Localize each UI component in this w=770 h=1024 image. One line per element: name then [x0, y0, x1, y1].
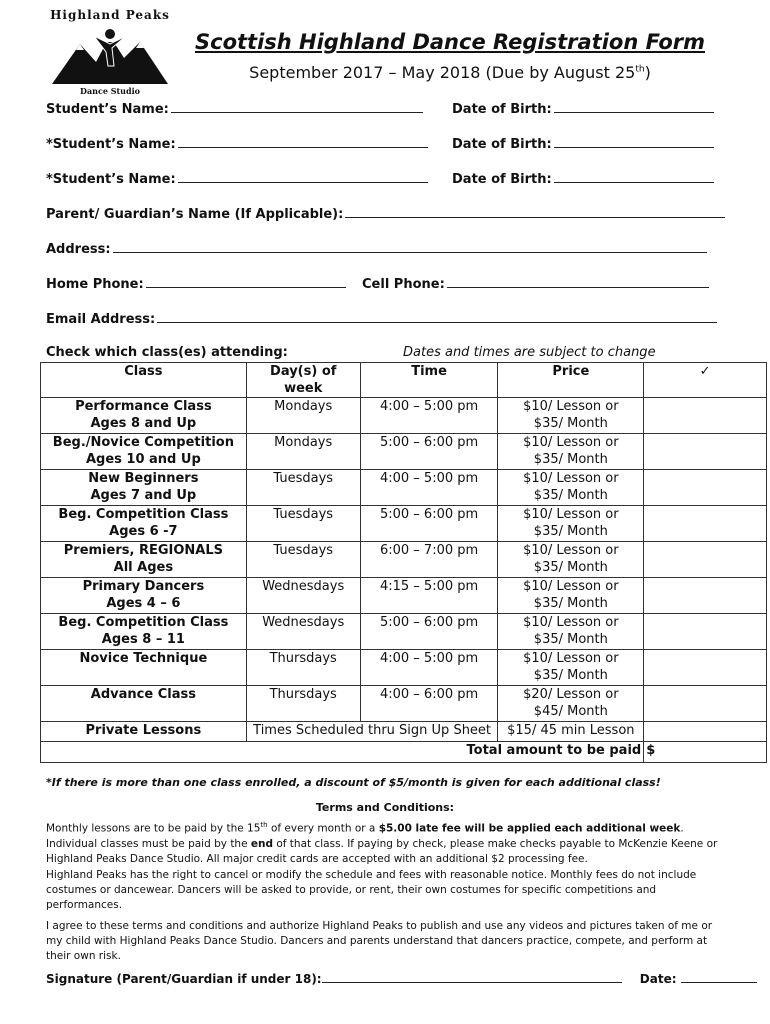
price-lesson: $10/ Lesson or	[523, 543, 619, 558]
signature-date-label: Date:	[639, 972, 677, 986]
student-name-label: Student’s Name:	[46, 102, 169, 117]
class-age-range: Ages 7 and Up	[90, 488, 197, 503]
dob-label: Date of Birth:	[452, 102, 552, 117]
subtitle-text: September 2017 – May 2018 (Due by August 25	[249, 63, 636, 82]
schedule-note: Dates and times are subject to change	[403, 345, 656, 360]
class-name	[41, 542, 247, 578]
table-row	[41, 470, 767, 506]
terms-text: . Individual classes must be paid by the	[46, 822, 684, 850]
class-day: Thursdays	[246, 650, 360, 686]
dancer-mountains-icon	[50, 22, 170, 86]
logo-top-text: Highland Peaks	[50, 8, 170, 22]
student-name-field-2[interactable]	[46, 135, 428, 152]
student-name-label: *Student’s Name:	[46, 137, 176, 152]
class-age-range: Ages 10 and Up	[85, 452, 201, 467]
dob-field-1[interactable]	[452, 100, 714, 117]
terms-paragraph-1	[46, 818, 722, 867]
class-price	[498, 506, 644, 542]
price-lesson: $10/ Lesson or	[523, 615, 619, 630]
class-table	[40, 362, 767, 763]
student-name-line[interactable]	[171, 100, 423, 113]
home-phone-line[interactable]	[146, 275, 346, 288]
class-day: Tuesdays	[246, 470, 360, 506]
class-price	[498, 470, 644, 506]
price-month: $35/ Month	[533, 668, 608, 683]
class-name	[41, 470, 247, 506]
class-day: Mondays	[246, 434, 360, 470]
late-fee-text: $5.00 late fee will be applied each additional week	[378, 822, 681, 835]
table-row	[41, 434, 767, 470]
class-name	[41, 434, 247, 470]
table-row	[41, 614, 767, 650]
class-name-line-1: Performance Class	[75, 399, 212, 414]
cell-phone-line[interactable]	[447, 275, 709, 288]
table-row	[41, 722, 767, 742]
total-row	[41, 742, 767, 763]
table-row	[41, 650, 767, 686]
form-title: Scottish Highland Dance Registration Form	[195, 30, 705, 54]
email-label: Email Address:	[46, 312, 156, 327]
studio-logo	[50, 8, 170, 100]
signature-line[interactable]	[322, 971, 622, 983]
price-lesson: $10/ Lesson or	[523, 579, 619, 594]
class-time: 4:00 – 5:00 pm	[360, 650, 498, 686]
student-name-label: *Student’s Name:	[46, 172, 176, 187]
class-price	[498, 578, 644, 614]
class-price: $15/ 45 min Lesson	[498, 722, 644, 742]
class-day: Tuesdays	[246, 542, 360, 578]
price-month: $45/ Month	[533, 704, 608, 719]
class-check-box[interactable]	[644, 542, 767, 578]
class-name	[41, 506, 247, 542]
class-time: 5:00 – 6:00 pm	[360, 434, 498, 470]
price-month: $35/ Month	[533, 416, 608, 431]
header-day: Day(s) of week	[246, 363, 360, 398]
price-month: $35/ Month	[533, 488, 608, 503]
guardian-name-line[interactable]	[345, 205, 725, 218]
class-age-range: All Ages	[113, 560, 174, 575]
class-age-range: Ages 4 – 6	[106, 596, 181, 611]
address-field[interactable]	[46, 240, 707, 257]
terms-text: Monthly lessons are to be paid by the 15	[46, 822, 261, 835]
subtitle-sup: th	[635, 64, 645, 75]
class-age-range: Ages 8 – 11	[101, 632, 185, 647]
class-price	[498, 614, 644, 650]
email-field[interactable]	[46, 310, 717, 327]
class-check-box[interactable]	[644, 470, 767, 506]
cell-phone-label: Cell Phone:	[362, 277, 445, 292]
price-lesson: $20/ Lesson or	[523, 687, 619, 702]
terms-title: Terms and Conditions:	[315, 801, 455, 814]
table-row	[41, 686, 767, 722]
class-check-box[interactable]	[644, 650, 767, 686]
form-subtitle	[190, 63, 710, 82]
student-name-line[interactable]	[178, 170, 428, 183]
header-class: Class	[41, 363, 247, 398]
price-month: $35/ Month	[533, 524, 608, 539]
class-day: Mondays	[246, 398, 360, 434]
dob-label: Date of Birth:	[452, 137, 552, 152]
total-amount-field[interactable]: $	[644, 742, 767, 763]
signature-date-line[interactable]	[681, 971, 757, 983]
table-row	[41, 398, 767, 434]
student-name-field-3[interactable]	[46, 170, 428, 187]
class-name-line-1: Beg./Novice Competition	[52, 435, 234, 450]
cell-phone-field[interactable]	[362, 275, 709, 292]
table-row	[41, 542, 767, 578]
class-name: Private Lessons	[41, 722, 247, 742]
class-price	[498, 398, 644, 434]
header-time: Time	[360, 363, 498, 398]
terms-paragraph-2: Highland Peaks has the right to cancel or modify the schedule and fees with reasonable notice. Monthly fees do not include costumes or dancewear. Dancers will be asked to provide, or rent, their own costumes for specific competitions and performances.	[46, 869, 697, 911]
terms-text: of that class. If paying by check, please make checks payable to McKenzie Keene or Highland Peaks Dance Studio. All major credit cards are accepted with an additional $2 processing fee.	[46, 837, 718, 865]
student-name-field-1[interactable]	[46, 100, 423, 117]
class-name	[41, 578, 247, 614]
class-name-line-1: Beg. Competition Class	[58, 507, 229, 522]
class-price	[498, 650, 644, 686]
address-line[interactable]	[113, 240, 707, 253]
dob-line[interactable]	[554, 135, 714, 148]
logo-bottom-text: Dance Studio	[80, 86, 140, 96]
terms-sup: th	[260, 821, 268, 829]
home-phone-label: Home Phone:	[46, 277, 144, 292]
class-name	[41, 650, 247, 686]
end-text: end	[250, 837, 274, 850]
class-time: 4:00 – 6:00 pm	[360, 686, 498, 722]
header-checkmark: ✓	[644, 363, 767, 398]
table-row	[41, 578, 767, 614]
price-lesson: $10/ Lesson or	[523, 435, 619, 450]
class-check-box[interactable]	[644, 506, 767, 542]
class-day: Thursdays	[246, 686, 360, 722]
class-time: 4:00 – 5:00 pm	[360, 398, 498, 434]
dob-line[interactable]	[554, 170, 714, 183]
address-label: Address:	[46, 242, 111, 257]
signature-field[interactable]	[46, 971, 757, 986]
class-name-line-1: New Beginners	[88, 471, 199, 486]
price-lesson: $10/ Lesson or	[523, 471, 619, 486]
home-phone-field[interactable]	[46, 275, 346, 292]
price-month: $35/ Month	[533, 632, 608, 647]
class-time: 5:00 – 6:00 pm	[360, 506, 498, 542]
terms-text: of every month or a	[267, 822, 379, 835]
class-time: 4:00 – 5:00 pm	[360, 470, 498, 506]
email-line[interactable]	[157, 310, 717, 323]
class-day: Wednesdays	[246, 614, 360, 650]
dob-field-3[interactable]	[452, 170, 714, 187]
class-name-line-1: Beg. Competition Class	[58, 615, 229, 630]
total-label: Total amount to be paid	[41, 742, 644, 763]
table-row	[41, 506, 767, 542]
class-name-line-1: Advance Class	[90, 687, 196, 702]
class-day: Wednesdays	[246, 578, 360, 614]
class-check-box[interactable]	[644, 578, 767, 614]
price-lesson: $10/ Lesson or	[523, 507, 619, 522]
student-name-line[interactable]	[178, 135, 428, 148]
price-month: $35/ Month	[533, 452, 608, 467]
class-name	[41, 398, 247, 434]
class-section-label: Check which class(es) attending:	[46, 345, 288, 360]
dob-label: Date of Birth:	[452, 172, 552, 187]
class-check-box[interactable]	[644, 614, 767, 650]
guardian-name-label: Parent/ Guardian’s Name (If Applicable):	[46, 207, 344, 222]
class-check-box[interactable]	[644, 686, 767, 722]
class-price	[498, 434, 644, 470]
price-month: $35/ Month	[533, 560, 608, 575]
class-name-line-1: Premiers, REGIONALS	[63, 543, 223, 558]
class-check-box[interactable]	[644, 434, 767, 470]
table-header-row	[41, 363, 767, 398]
signature-label: Signature (Parent/Guardian if under 18):	[46, 972, 322, 986]
discount-note: *If there is more than one class enrolled, a discount of $5/month is given for each additional class!	[46, 776, 661, 789]
class-name	[41, 614, 247, 650]
header-price: Price	[498, 363, 644, 398]
class-name	[41, 686, 247, 722]
class-time: 4:15 – 5:00 pm	[360, 578, 498, 614]
class-name-line-1: Novice Technique	[79, 651, 208, 666]
dob-line[interactable]	[554, 100, 714, 113]
class-age-range: Ages 8 and Up	[90, 416, 197, 431]
price-month: $35/ Month	[533, 596, 608, 611]
price-lesson: $10/ Lesson or	[523, 651, 619, 666]
class-day: Tuesdays	[246, 506, 360, 542]
class-check-box[interactable]	[644, 722, 767, 742]
class-time: 6:00 – 7:00 pm	[360, 542, 498, 578]
class-time: 5:00 – 6:00 pm	[360, 614, 498, 650]
guardian-name-field[interactable]	[46, 205, 725, 222]
class-check-box[interactable]	[644, 398, 767, 434]
price-lesson: $10/ Lesson or	[523, 399, 619, 414]
dob-field-2[interactable]	[452, 135, 714, 152]
class-schedule: Times Scheduled thru Sign Up Sheet	[246, 722, 498, 742]
class-price	[498, 686, 644, 722]
terms-paragraph-3: I agree to these terms and conditions and authorize Highland Peaks to publish and use any videos and pictures taken of me or my child with Highland Peaks Dance Studio. Dancers and parents understand that dancers practice, compete, and perform at their own risk.	[46, 920, 713, 962]
class-age-range: Ages 6 -7	[109, 524, 178, 539]
subtitle-end: )	[644, 63, 651, 82]
class-name-line-1: Primary Dancers	[82, 579, 205, 594]
class-price	[498, 542, 644, 578]
